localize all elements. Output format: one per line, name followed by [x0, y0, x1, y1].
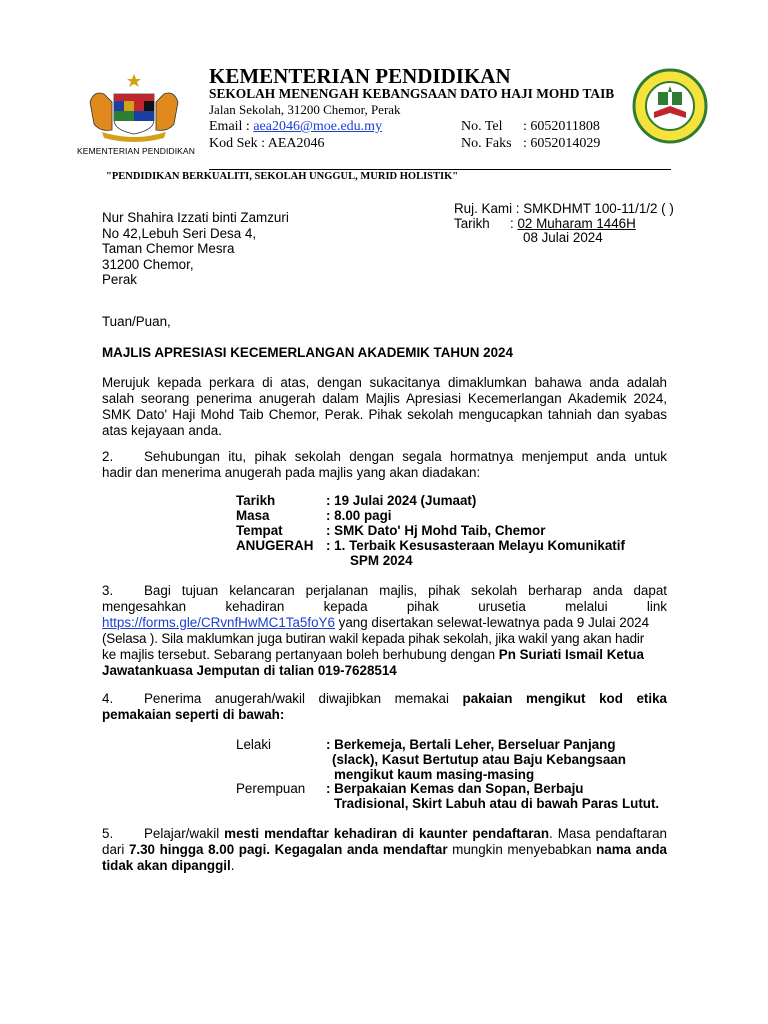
para3-line-1 — [102, 583, 667, 599]
email-row — [209, 119, 382, 135]
para4-text-b: pakaian mengikut kod etika — [462, 691, 667, 706]
lelaki-line-3: mengikut kaum masing-masing — [334, 767, 535, 782]
para5-line-3 — [102, 858, 667, 874]
para3-line-5 — [102, 647, 667, 663]
para1-line: salah seorang penerima anugerah dalam Majlis Apresiasi Kecemerlangan Akademik 2024, — [102, 391, 667, 406]
faks-value: : 6052014029 — [523, 136, 601, 151]
event-tempat — [236, 523, 545, 539]
event-masa-label: Masa — [236, 508, 270, 523]
para5-i: . — [230, 858, 235, 873]
tel-label: No. Tel — [461, 119, 503, 134]
email-label: Email : — [209, 119, 250, 134]
recipient-line: Nur Shahira Izzati binti Zamzuri — [102, 210, 289, 225]
salutation: Tuan/Puan, — [102, 314, 171, 329]
recipient-line: Perak — [102, 272, 137, 287]
event-anugerah-value: : 1. Terbaik Kesusasteraan Melayu Komunikatif — [326, 538, 625, 553]
dress-lelaki — [236, 737, 616, 752]
event-anugerah-label: ANUGERAH — [236, 538, 314, 553]
para4-line-1 — [102, 691, 667, 707]
para2-line-1 — [102, 449, 667, 465]
para3-line-6: Jawatankuasa Jemputan di talian 019-7628514 — [102, 663, 397, 678]
para4-text-a: Penerima anugerah/wakil diwajibkan memakai — [144, 691, 463, 706]
event-masa-value: : 8.00 pagi — [326, 508, 392, 523]
para5-line-1 — [102, 826, 667, 842]
paragraph-4 — [102, 691, 667, 723]
para2-text: Sehubungan itu, pihak sekolah dengan segala hormatnya menjemput anda untuk — [144, 449, 667, 464]
para5-a: Pelajar/wakil — [144, 826, 225, 841]
lelaki-line-1: : Berkemeja, Bertali Leher, Berseluar Panjang — [326, 737, 616, 752]
recipient-address — [102, 210, 289, 288]
rsvp-form-link[interactable]: https://forms.gle/CRvnfHwMC1Ta5foY6 — [102, 615, 335, 630]
school-name: SEKOLAH MENENGAH KEBANGSAAN DATO HAJI MOHD TAIB — [209, 86, 615, 101]
tarikh-label: Tarikh — [454, 216, 490, 231]
para5-e: 7.30 hingga 8.00 pagi. Kegagalan anda mendaftar — [128, 842, 448, 857]
perempuan-line-1: : Berpakaian Kemas dan Sopan, Berbaju — [326, 781, 584, 796]
school-logo — [632, 68, 708, 144]
event-tarikh — [236, 493, 476, 509]
para5-h: tidak akan dipanggil — [102, 858, 231, 873]
paragraph-2 — [102, 449, 667, 481]
ref-ruj — [454, 201, 674, 217]
para5-d: dari — [102, 842, 129, 857]
para5-b: mesti mendaftar kehadiran di kaunter pendaftaran — [224, 826, 550, 841]
perempuan-line-2: Tradisional, Skirt Labuh atau di bawah Paras Lutut. — [334, 796, 660, 811]
kod-label: Kod Sek : — [209, 136, 265, 151]
para4-num: 4. — [102, 691, 114, 706]
event-masa — [236, 508, 392, 524]
para3-text: Bagi tujuan kelancaran perjalanan majlis, pihak sekolah berharap anda dapat — [144, 583, 667, 598]
para5-c: . Masa pendaftaran — [549, 826, 667, 841]
para3-line5-a: ke majlis tersebut. Sebarang pertanyaan boleh berhubung dengan — [102, 647, 499, 662]
hijri-date: 02 Muharam 1446H — [517, 216, 636, 231]
para5-g: nama anda — [596, 842, 667, 857]
email-link[interactable]: aea2046@moe.edu.my — [253, 119, 383, 134]
para4-line-2: pemakaian seperti di bawah: — [102, 707, 285, 722]
contact-person: Pn Suriati Ismail Ketua — [498, 647, 644, 662]
tel-value: : 6052011808 — [523, 119, 600, 134]
ruj-value: : SMKDHMT 100-11/1/2 ( ) — [515, 201, 674, 216]
para5-num: 5. — [102, 826, 114, 841]
kod-value: AEA2046 — [267, 136, 325, 151]
event-tempat-value: : SMK Dato' Hj Mohd Taib, Chemor — [326, 523, 546, 538]
kod-row — [209, 136, 325, 152]
lelaki-line-2: (slack), Kasut Bertutup atau Baju Kebangsaan — [332, 752, 626, 767]
event-tarikh-value: : 19 Julai 2024 (Jumaat) — [326, 493, 477, 508]
ministry-title: KEMENTERIAN PENDIDIKAN — [209, 64, 511, 88]
para3-num: 3. — [102, 583, 114, 598]
para2-line-2: hadir dan menerima anugerah pada majlis yang akan diadakan: — [102, 465, 481, 480]
paragraph-5 — [102, 826, 667, 874]
event-anugerah — [236, 538, 625, 554]
event-anugerah-cont: SPM 2024 — [350, 553, 413, 568]
para1-line: Merujuk kepada perkara di atas, dengan sukacitanya dimaklumkan bahawa anda adalah — [102, 375, 667, 390]
paragraph-1 — [102, 375, 667, 439]
hijri-prefix: : — [510, 216, 518, 231]
recipient-line: No 42,Lebuh Seri Desa 4, — [102, 225, 257, 241]
para2-num: 2. — [102, 449, 114, 464]
para5-line-2 — [102, 842, 667, 858]
dress-perempuan — [236, 781, 583, 796]
para1-line: atas kejayaan anda. — [102, 423, 222, 438]
crest-caption: KEMENTERIAN PENDIDIKAN — [77, 146, 195, 156]
school-address: Jalan Sekolah, 31200 Chemor, Perak — [209, 102, 401, 117]
para5-f: mungkin menyebabkan — [447, 842, 597, 857]
tel-row — [461, 119, 600, 135]
para3-line-2: mengesahkan kehadiran kepada pihak urusetia melalui link — [102, 599, 667, 614]
recipient-line: Taman Chemor Mesra — [102, 241, 235, 256]
gregorian-date: 08 Julai 2024 — [523, 230, 603, 245]
para3-line-3 — [102, 615, 667, 631]
para3-line3-rest: yang disertakan selewat-lewatnya pada 9 Julai 2024 — [334, 615, 650, 630]
event-tarikh-label: Tarikh — [236, 493, 276, 508]
recipient-line: 31200 Chemor, — [102, 256, 194, 272]
ministry-crest-logo — [84, 72, 184, 142]
event-tempat-label: Tempat — [236, 523, 283, 538]
para3-line-4: (Selasa ). Sila maklumkan juga butiran wakil kepada pihak sekolah, jika wakil yang akan hadir — [102, 631, 645, 646]
perempuan-label: Perempuan — [236, 781, 306, 796]
ruj-label: Ruj. Kami — [454, 201, 513, 216]
letter-subject: MAJLIS APRESIASI KECEMERLANGAN AKADEMIK TAHUN 2024 — [102, 345, 513, 360]
faks-row — [461, 136, 600, 152]
faks-label: No. Faks — [461, 136, 512, 151]
school-motto: "PENDIDIKAN BERKUALITI, SEKOLAH UNGGUL, MURID HOLISTIK" — [106, 171, 459, 182]
paragraph-3 — [102, 583, 667, 679]
lelaki-label: Lelaki — [236, 737, 271, 752]
para1-line: SMK Dato' Haji Mohd Taib Chemor, Perak. Pihak sekolah mengucapkan tahniah dan syabas — [102, 407, 667, 422]
